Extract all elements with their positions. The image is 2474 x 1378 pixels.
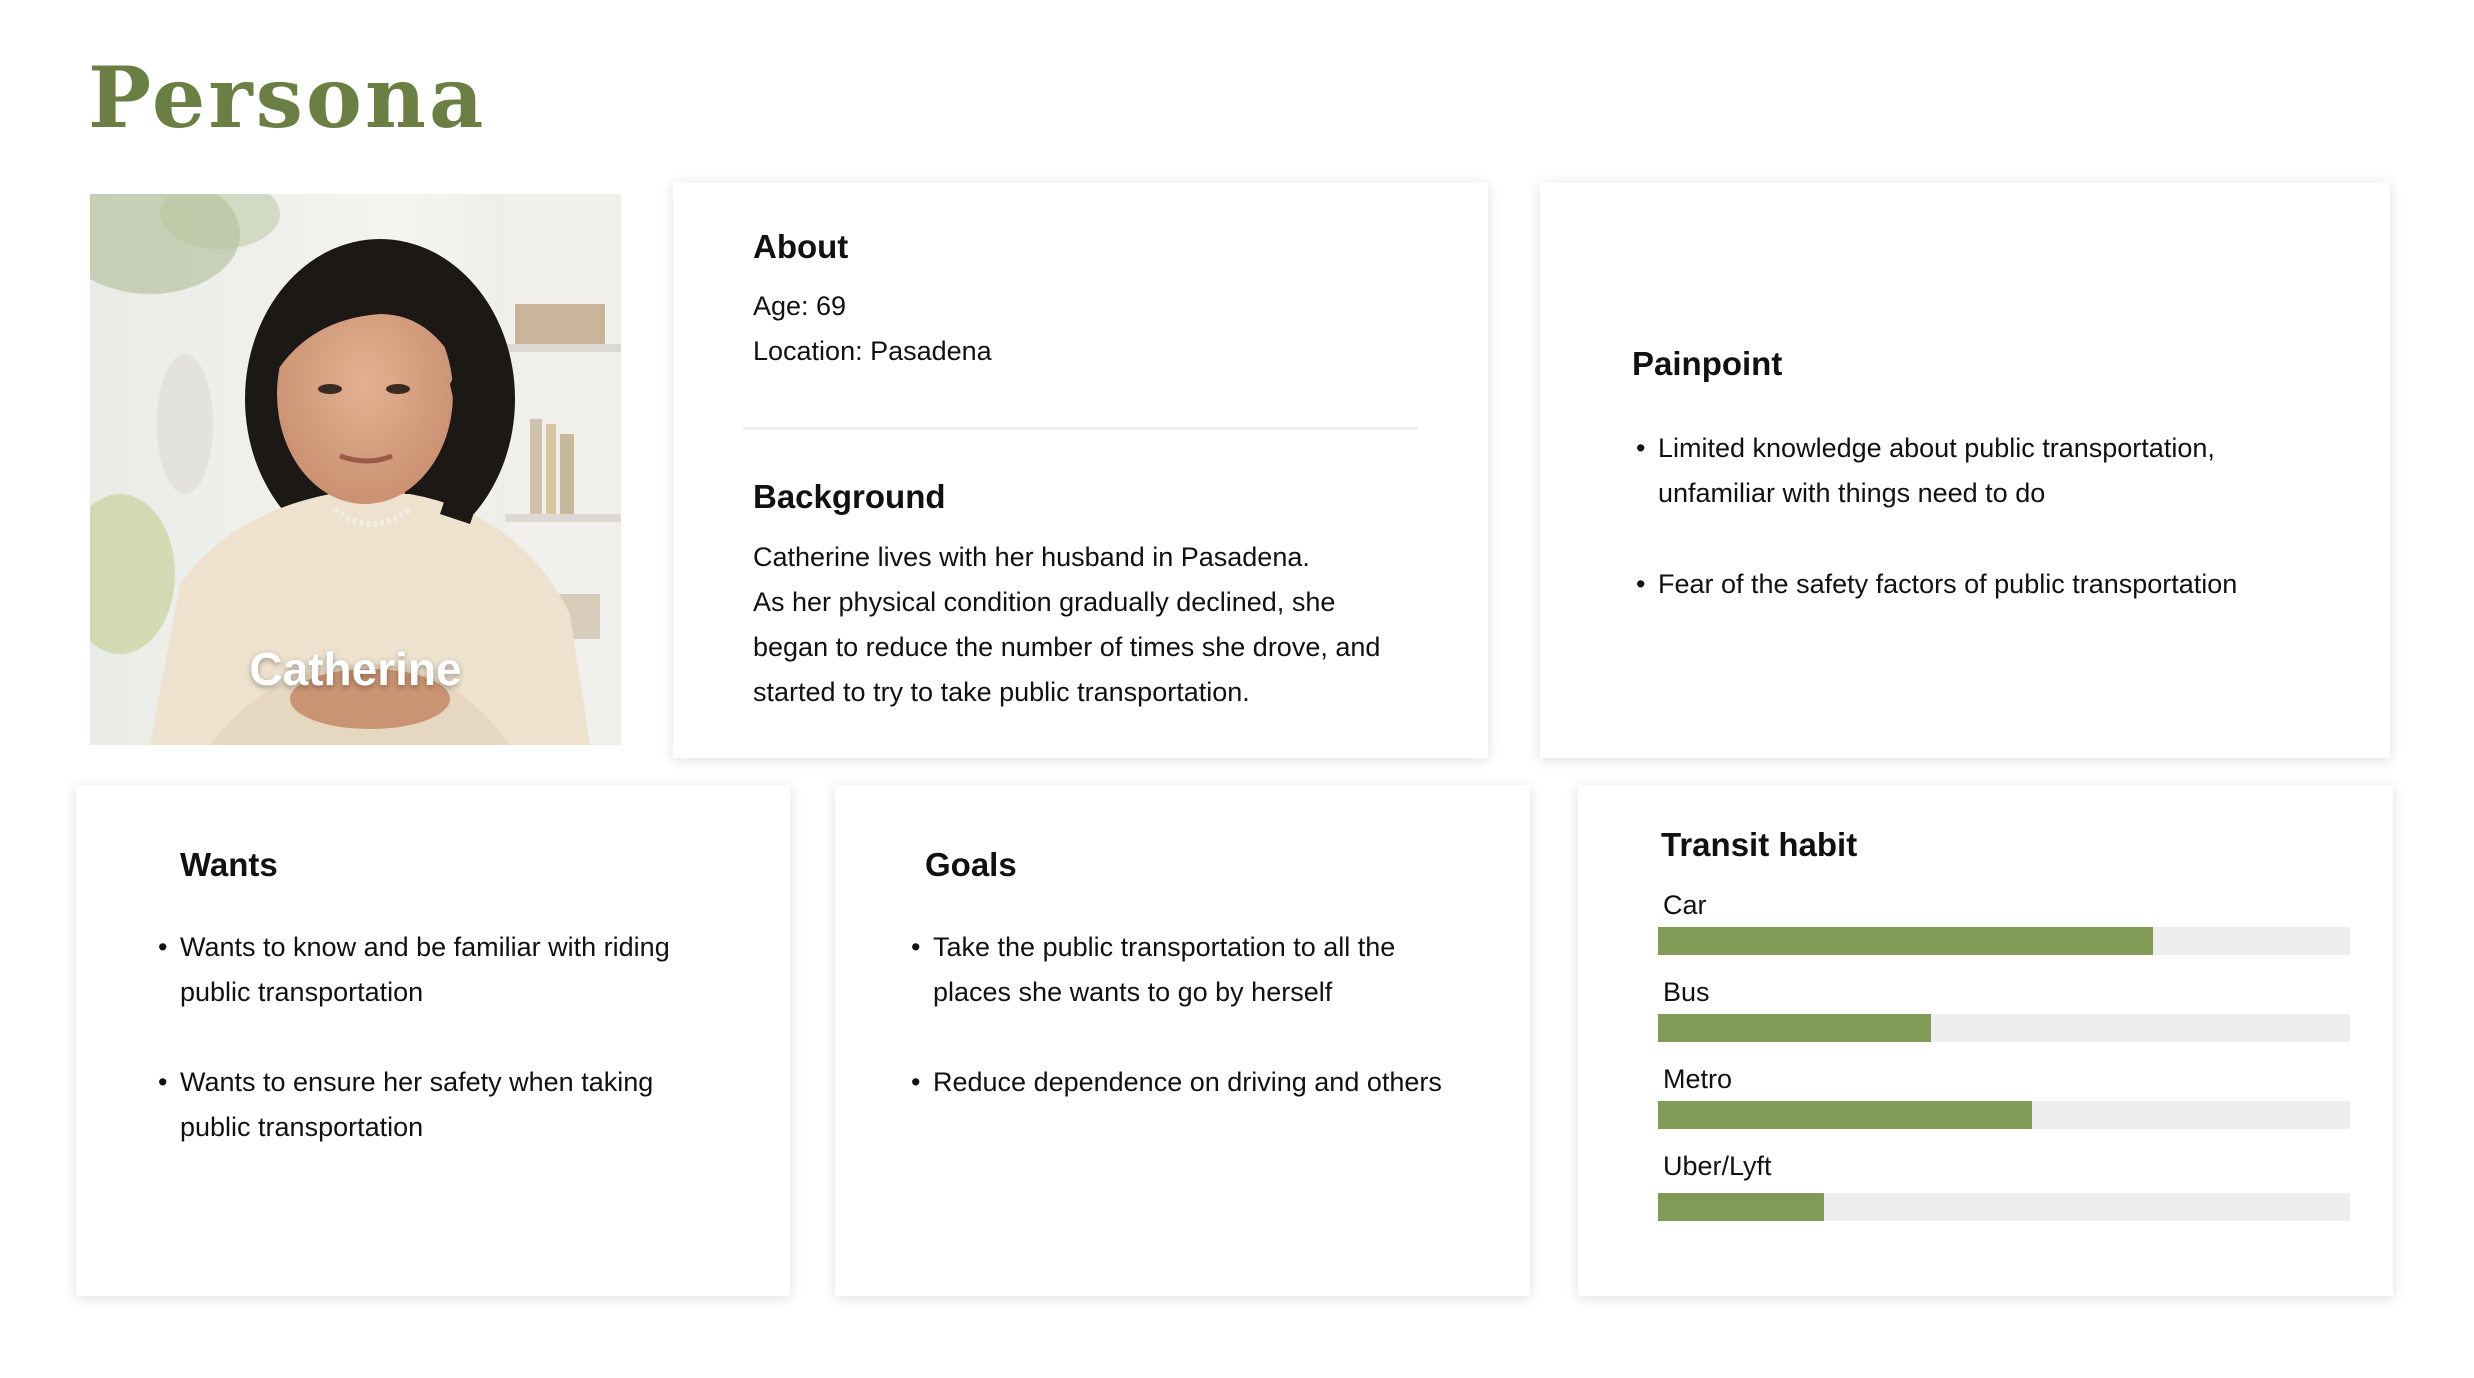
- bar-label-uber-lyft: Uber/Lyft: [1663, 1151, 1772, 1181]
- wants-heading: Wants: [180, 846, 278, 883]
- wants-card: [76, 785, 790, 1296]
- goals-item: • Reduce dependence on driving and others: [915, 1060, 1533, 1105]
- wants-item: • Wants to know and be familiar with riding public transportation: [162, 925, 740, 1015]
- bar-track-uber-lyft: [1658, 1193, 2350, 1221]
- transit-heading: Transit habit: [1661, 826, 1858, 863]
- bar-fill-bus: [1658, 1014, 1931, 1042]
- background-line: began to reduce the number of times she drove, and: [753, 632, 1381, 662]
- painpoint-card: [1540, 182, 2390, 758]
- wants-item: • Wants to ensure her safety when taking public transportation: [162, 1060, 700, 1150]
- background-heading: Background: [753, 478, 946, 515]
- persona-name: Catherine: [249, 643, 462, 695]
- about-heading: About: [753, 228, 849, 265]
- bar-track-metro: [1658, 1101, 2350, 1129]
- goals-heading: Goals: [925, 846, 1017, 883]
- background-line: started to try to take public transportation.: [753, 677, 1250, 707]
- page-title: Persona: [88, 48, 487, 147]
- bar-fill-car: [1658, 927, 2153, 955]
- bar-label-metro: Metro: [1663, 1064, 1733, 1094]
- painpoint-item: • Limited knowledge about public transportation, unfamiliar with things need to do: [1640, 426, 2278, 516]
- transit-card: [1578, 785, 2393, 1296]
- location-text: Location: Pasadena: [753, 336, 992, 366]
- painpoint-item: • Fear of the safety factors of public transportation: [1640, 562, 2378, 607]
- goals-item: • Take the public transportation to all the places she wants to go by herself: [915, 925, 1453, 1015]
- bar-fill-metro: [1658, 1101, 2032, 1129]
- age-text: Age: 69: [753, 291, 847, 321]
- background-line: Catherine lives with her husband in Pasadena.: [753, 542, 1310, 572]
- bar-track-bus: [1658, 1014, 2350, 1042]
- persona-photo: [90, 194, 621, 745]
- bar-track-car: [1658, 927, 2350, 955]
- about-card: [673, 182, 1488, 758]
- bar-fill-uber-lyft: [1658, 1193, 1824, 1221]
- bar-label-bus: Bus: [1663, 977, 1710, 1007]
- about-divider: [743, 427, 1418, 430]
- background-line: As her physical condition gradually declined, she: [753, 587, 1336, 617]
- painpoint-heading: Painpoint: [1632, 345, 1783, 382]
- goals-card: [835, 785, 1530, 1296]
- bar-label-car: Car: [1663, 890, 1707, 920]
